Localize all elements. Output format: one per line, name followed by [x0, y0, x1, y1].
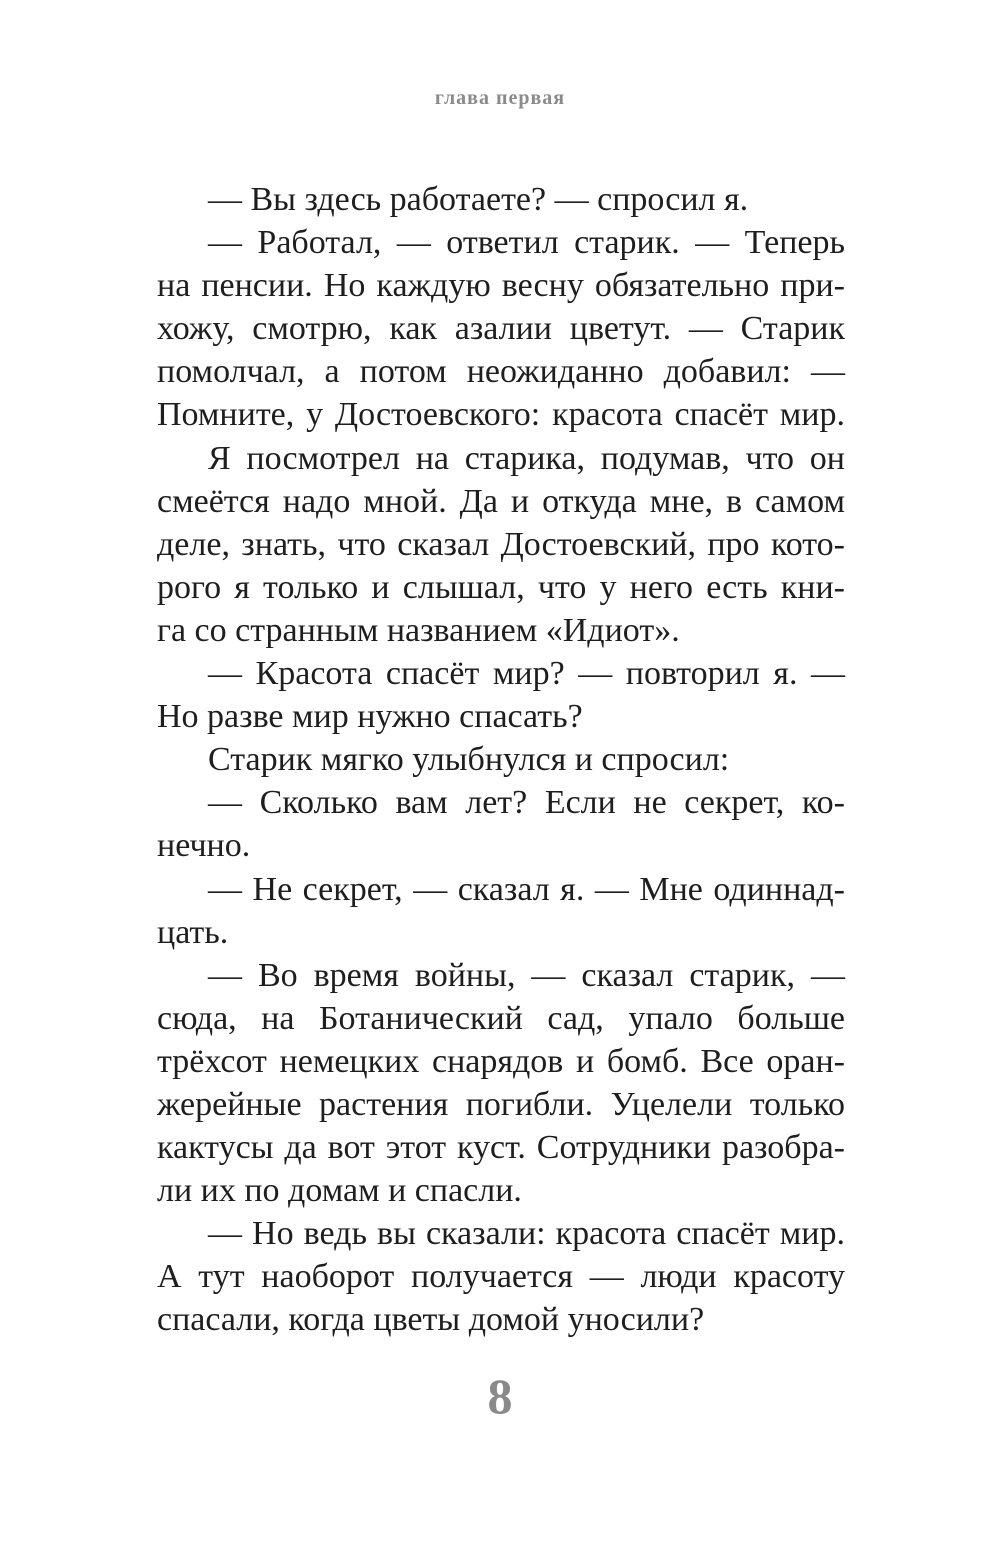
text-line: Помните, у Достоевского: красота спасёт мир. — [157, 396, 845, 434]
text-line: — Но ведь вы сказали: красота спасёт мир. — [208, 1215, 845, 1253]
text-line: — Во время войны, — сказал старик, — — [208, 956, 845, 994]
text-line: — Красота спасёт мир? — повторил я. — — [208, 655, 845, 693]
text-line: помолчал, а потом неожиданно добавил: — — [157, 353, 845, 391]
body-text — [157, 178, 845, 1342]
text-line: Старик мягко улыбнулся и спросил: — [208, 741, 730, 779]
text-line: жерейные растения погибли. Уцелели только — [157, 1085, 845, 1123]
text-line: га со странным названием «Идиот». — [157, 611, 680, 649]
text-line: спасали, когда цветы домой уносили? — [157, 1301, 705, 1339]
running-head: глава первая — [434, 87, 566, 109]
text-line: — Не секрет, — сказал я. — Мне одиннад- — [208, 870, 845, 908]
text-line: — Сколько вам лет? Если не секрет, ко- — [208, 784, 845, 822]
text-line: — Работал, — ответил старик. — Теперь — [208, 224, 845, 262]
text-line: деле, знать, что сказал Достоевский, про кото- — [157, 525, 845, 563]
text-line: нечно. — [157, 827, 251, 865]
text-line: сюда, на Ботанический сад, упало больше — [157, 999, 845, 1037]
text-line: А тут наоборот получается — люди красоту — [157, 1258, 845, 1296]
text-line: кактусы да вот этот куст. Сотрудники разобра- — [157, 1129, 845, 1167]
text-line: цать. — [157, 913, 229, 951]
text-line: на пенсии. Но каждую весну обязательно при- — [157, 267, 845, 305]
text-line: Я посмотрел на старика, подумав, что он — [208, 439, 845, 477]
text-line: — Вы здесь работаете? — спросил я. — [208, 181, 749, 218]
text-line: хожу, смотрю, как азалии цветут. — Старик — [157, 310, 845, 348]
page-number: 8 — [487, 1368, 513, 1424]
text-line: рого я только и слышал, что у него есть кни- — [157, 568, 845, 606]
text-line: ли их по домам и спасли. — [157, 1172, 522, 1210]
text-line: смеётся надо мной. Да и откуда мне, в самом — [157, 482, 845, 520]
text-line: Но разве мир нужно спасать? — [157, 698, 583, 736]
text-line: трёхсот немецких снарядов и бомб. Все оран- — [157, 1042, 845, 1080]
